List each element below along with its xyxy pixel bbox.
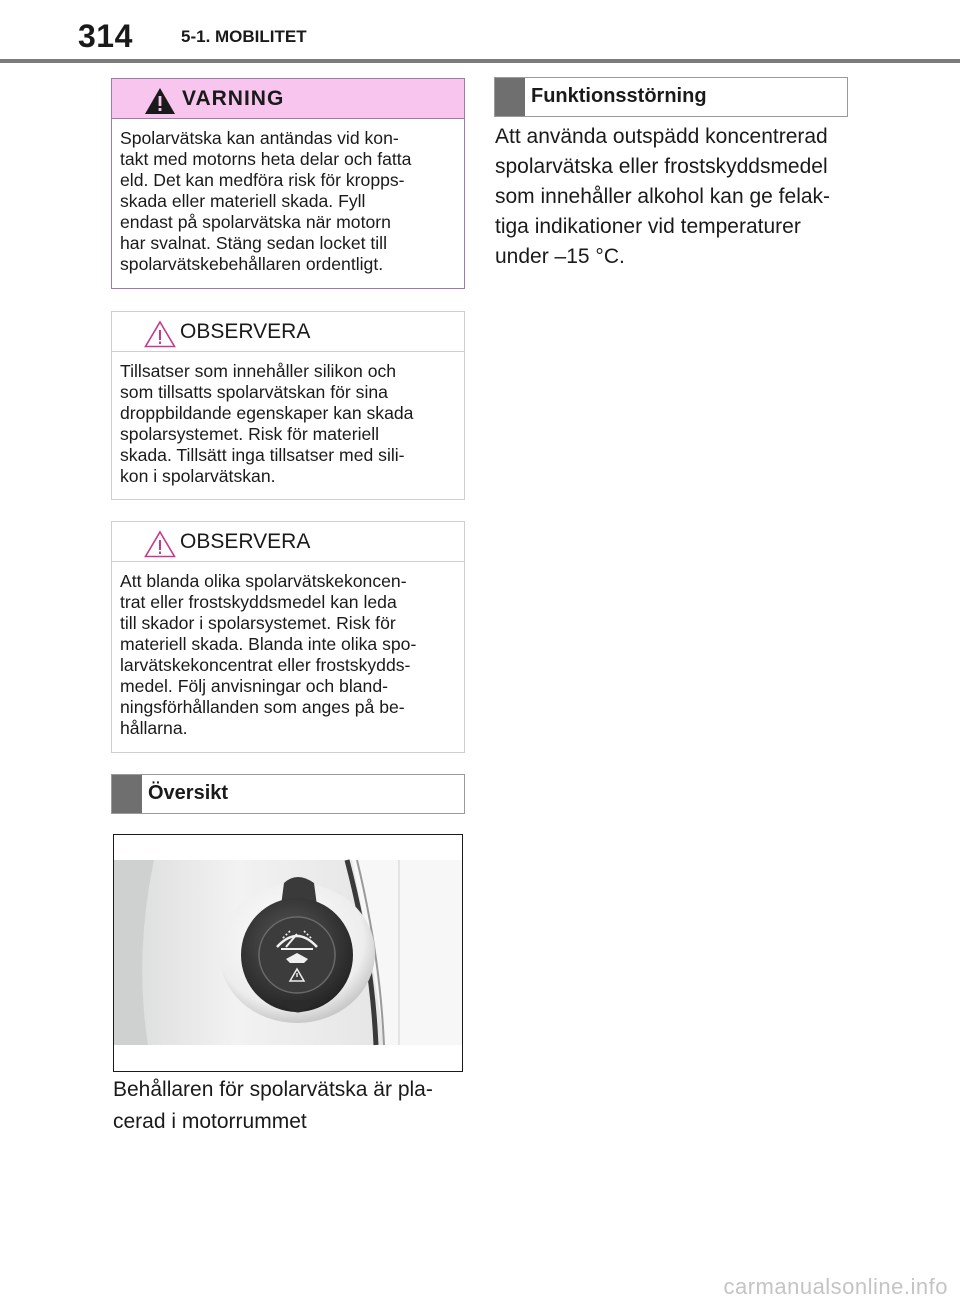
malfunction-text: Att använda outspädd koncentrerad spolarvätska eller frostskyddsmedel som innehåller alkohol kan ge felak- tiga indikationer vid temperaturer under –15 °C. — [495, 125, 831, 268]
warning-title: VARNING — [182, 87, 285, 110]
section-heading-malfunction — [494, 77, 848, 117]
notice-header — [112, 522, 464, 562]
section-heading-label: Översikt — [148, 782, 229, 804]
section-heading-overview — [111, 774, 465, 814]
notice-box-mixing — [111, 521, 465, 753]
notice-text: Att blanda olika spolarvätskekoncen- trat eller frostskyddsmedel kan leda till skador i spolarsystemet. Risk för materiell skada. Blanda inte olika spo- larvätskekoncentrat eller frostskydds- medel. Följ anvisningar och bland- ningsförhållanden som anges på be- hållarna. — [120, 571, 417, 738]
warning-triangle-icon — [144, 87, 176, 115]
notice-title: OBSERVERA — [180, 530, 311, 553]
washer-reservoir-image — [114, 835, 463, 1072]
section-marker — [112, 775, 142, 813]
section-title: 5-1. MOBILITET — [181, 27, 307, 46]
section-heading-label: Funktionsstörning — [531, 85, 707, 107]
header-divider — [0, 59, 960, 63]
page-footer — [0, 1264, 960, 1304]
caution-triangle-icon — [144, 320, 176, 348]
warning-box — [111, 78, 465, 289]
notice-text: Tillsatser som innehåller silikon och som tillsatts spolarvätskan för sina droppbildande egenskaper kan skada spolarsystemet. Risk för materiell skada. Tillsätt inga tillsatser med sili- kon i spolarvätskan. — [120, 361, 414, 486]
warning-header — [112, 79, 464, 119]
warning-text: Spolarvätska kan antändas vid kon- takt med motorns heta delar och fatta eld. Det kan medföra risk för kropps- skada eller materiell skada. Fyll endast på spolarvätska när motorn har svalnat. Stäng sedan locket till spolarvätskebehållaren ordentligt. — [120, 128, 412, 274]
photo-caption: Behållaren för spolarvätska är pla- cerad i motorrummet — [113, 1078, 433, 1133]
page-header — [0, 0, 960, 70]
notice-box-silicone — [111, 311, 465, 500]
page-number: 314 — [78, 18, 133, 54]
notice-title: OBSERVERA — [180, 320, 311, 343]
caution-triangle-icon — [144, 530, 176, 558]
notice-header — [112, 312, 464, 352]
washer-reservoir-photo — [113, 834, 463, 1072]
watermark-url: carmanualsonline.info — [723, 1274, 948, 1299]
section-marker — [495, 78, 525, 116]
